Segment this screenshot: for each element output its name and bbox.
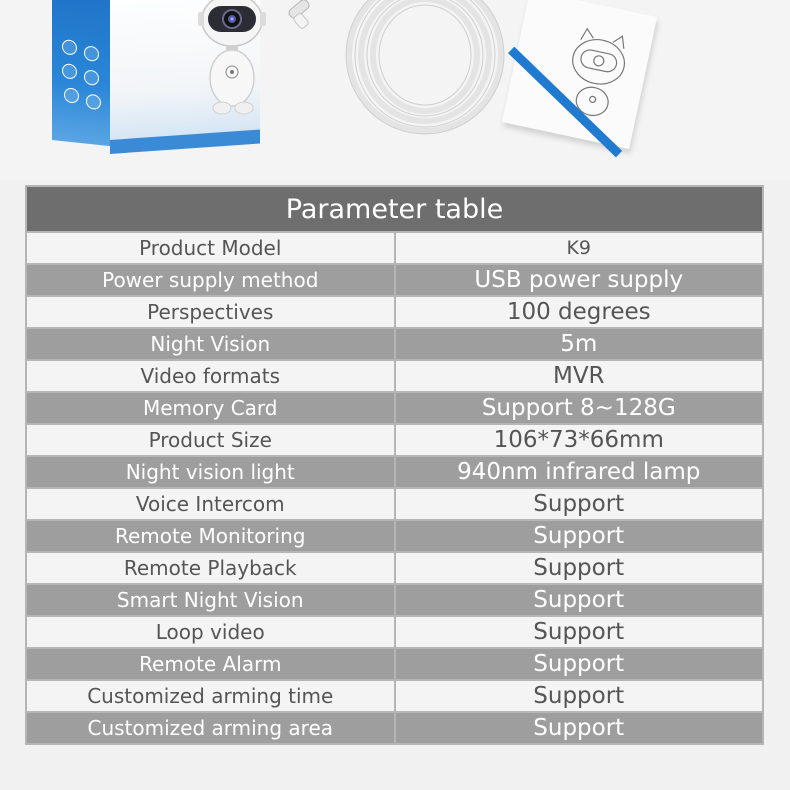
usb-c-cable-image [282, 0, 322, 40]
table-row [26, 488, 763, 520]
parameter-table [25, 185, 764, 745]
param-value: 106*73*66mm [395, 424, 764, 456]
table-row [26, 360, 763, 392]
param-value: Support [395, 648, 764, 680]
table-row [26, 520, 763, 552]
param-label: Night vision light [26, 456, 395, 488]
wifi-icon [62, 39, 77, 56]
night-icon [64, 87, 79, 104]
hd-icon [62, 63, 77, 80]
param-label: Loop video [26, 616, 395, 648]
param-value: K9 [395, 232, 764, 264]
table-row [26, 264, 763, 296]
param-value: Support [395, 616, 764, 648]
param-value: USB power supply [395, 264, 764, 296]
param-label: Product Model [26, 232, 395, 264]
product-photo-strip [0, 0, 790, 180]
param-value: Support [395, 552, 764, 584]
table-row [26, 328, 763, 360]
table-row [26, 424, 763, 456]
table-row [26, 456, 763, 488]
param-label: Perspectives [26, 296, 395, 328]
param-value: Support [395, 584, 764, 616]
param-label: Remote Alarm [26, 648, 395, 680]
table-title: Parameter table [26, 186, 763, 232]
table-row [26, 584, 763, 616]
param-label: Voice Intercom [26, 488, 395, 520]
param-value: Support [395, 680, 764, 712]
param-label: Customized arming area [26, 712, 395, 744]
cable-coil-image [340, 0, 510, 135]
param-value: 5m [395, 328, 764, 360]
param-label: Smart Night Vision [26, 584, 395, 616]
table-row [26, 648, 763, 680]
param-label: Video formats [26, 360, 395, 392]
param-value: Support 8~128G [395, 392, 764, 424]
product-box-image [52, 0, 262, 170]
param-label: Remote Playback [26, 552, 395, 584]
param-label: Product Size [26, 424, 395, 456]
table-row [26, 712, 763, 744]
audio-icon [86, 94, 101, 111]
param-label: Memory Card [26, 392, 395, 424]
param-value: MVR [395, 360, 764, 392]
param-value: Support [395, 712, 764, 744]
table-row [26, 296, 763, 328]
param-label: Night Vision [26, 328, 395, 360]
param-label: Power supply method [26, 264, 395, 296]
table-row [26, 552, 763, 584]
camera-feature-icon [84, 45, 99, 62]
manual-booklet-image [530, 0, 680, 140]
box-side-panel [52, 0, 110, 146]
param-value: Support [395, 488, 764, 520]
param-value: 940nm infrared lamp [395, 456, 764, 488]
motion-icon [84, 69, 99, 86]
robot-sketch-icon [546, 20, 653, 127]
robot-camera-icon [192, 0, 272, 120]
table-row [26, 680, 763, 712]
manual-sheet [502, 0, 657, 149]
table-row [26, 392, 763, 424]
param-label: Customized arming time [26, 680, 395, 712]
table-row [26, 616, 763, 648]
param-label: Remote Monitoring [26, 520, 395, 552]
param-value: 100 degrees [395, 296, 764, 328]
table-row [26, 232, 763, 264]
param-value: Support [395, 520, 764, 552]
